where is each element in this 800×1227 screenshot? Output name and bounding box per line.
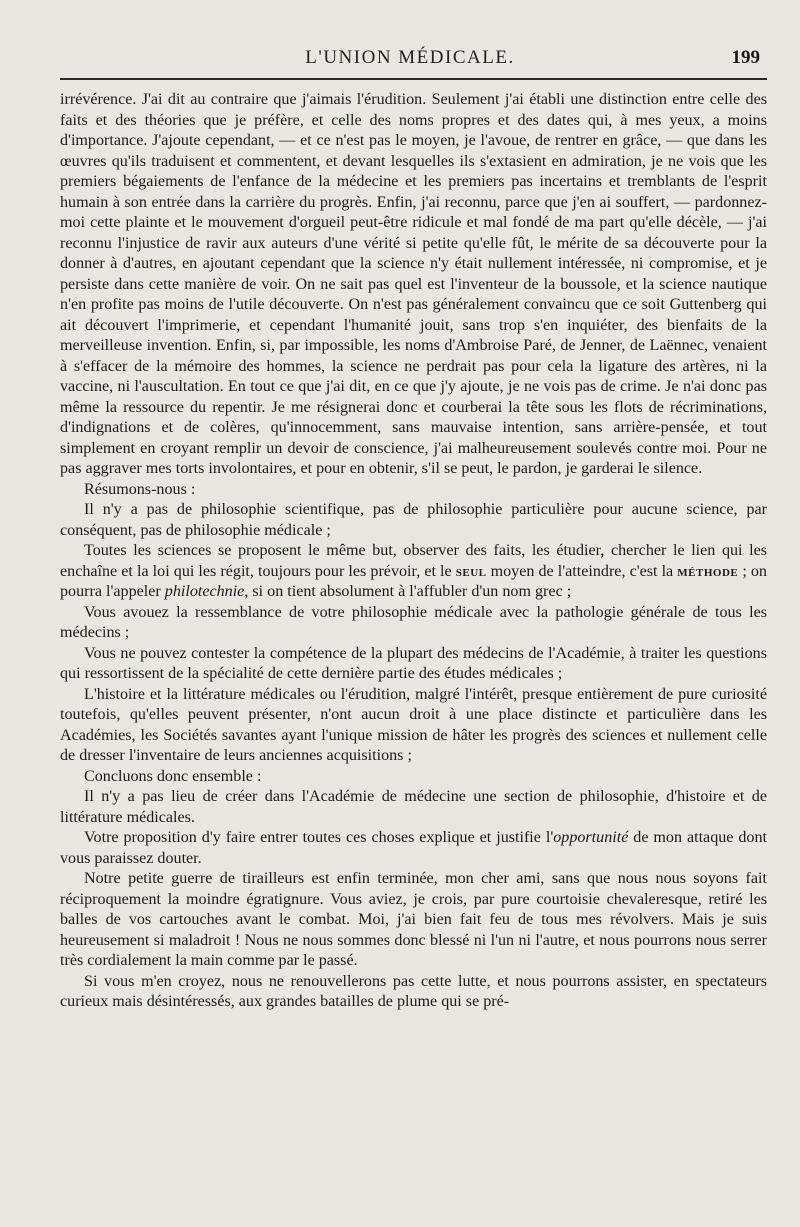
paragraph <box>60 603 767 644</box>
paragraph <box>60 480 767 501</box>
paragraph <box>60 787 767 828</box>
paragraph <box>60 972 767 1013</box>
text-run: L'histoire et la littérature médicales ou l'érudition, malgré l'intérêt, presque entièrement de pure curiosité toutefois, qu'elles peuvent présenter, n'ont aucun droit à une place distincte et particulière dans les Académies, les Sociétés savantes ayant l'unique mission de hâter les progrès des sciences et nullement celle de dresser l'inventaire de leurs anciennes acquisitions ; <box>60 685 767 764</box>
page-number: 199 <box>731 47 760 68</box>
text-run: Toutes les sciences se proposent le même but, observer des faits, les étudier, chercher le lien qui les enchaîne et la loi qui les régit, toujours pour les prévoir, et le <box>60 542 767 580</box>
text-run: Il n'y a pas lieu de créer dans l'Académie de médecine une section de philosophie, d'histoire et de littérature médicales. <box>60 788 767 826</box>
paragraph <box>60 869 767 972</box>
paragraph <box>60 828 767 869</box>
text-run: Si vous m'en croyez, nous ne renouvellerons pas cette lutte, et nous pourrons assister, en spectateurs curieux mais désintéressés, aux grandes batailles de plume qui se pré- <box>60 972 767 1010</box>
text-run: Il n'y a pas de philosophie scientifique, pas de philosophie particulière pour aucune science, par conséquent, pas de philosophie médicale ; <box>60 501 767 539</box>
text-run: , si on tient absolument à l'affubler d'un nom grec ; <box>244 583 572 600</box>
running-header <box>60 44 760 78</box>
italic-text: philotechnie <box>164 583 245 600</box>
text-run: moyen de l'atteindre, c'est la <box>486 562 678 580</box>
italic-text: opportunité <box>553 829 629 846</box>
paragraph <box>60 685 767 767</box>
small-caps-text: méthode <box>677 562 739 580</box>
text-run: ; on pourra l'appeler <box>60 562 767 600</box>
paragraph <box>60 90 767 480</box>
text-run: de mon attaque dont vous paraissez douter. <box>60 829 767 867</box>
text-run: Concluons donc ensemble : <box>84 767 262 785</box>
paragraph <box>60 541 767 603</box>
small-caps-text: seul <box>455 562 487 580</box>
text-run: Vous avouez la ressemblance de votre philosophie médicale avec la pathologie générale de tous les médecins ; <box>60 603 767 641</box>
paragraph <box>60 500 767 541</box>
journal-title: L'UNION MÉDICALE. <box>305 47 515 68</box>
paragraph <box>60 644 767 685</box>
header-rule <box>60 78 767 80</box>
text-run: irrévérence. J'ai dit au contraire que j'aimais l'érudition. Seulement j'ai établi une distinction entre celle des faits et des théories que je préfère, et celle des noms propres et des dates qui, à mes yeux, a moins d'importance. J'ajoute cependant, — et ce n'est pas le moyen, je l'avoue, de rentrer en grâce, — que dans les œuvres qu'ils traduisent et commentent, et devant lesquelles ils s'extasient en admiration, je ne vois que les premiers bégaiements de l'enfance de la médecine et les premiers pas incertains et tremblants de l'esprit humain à son entrée dans la carrière du progrès. Enfin, j'ai reconnu, parce que j'en ai souffert, — pardonnez-moi cette plainte et le mouvement d'orgueil peut-être ridicule et mal fondé de ma part qu'elle décèle, — j'ai reconnu l'injustice de ravir aux auteurs d'une vérité si petite qu'elle fût, le mérite de sa découverte pour la donner à d'autres, en ajoutant cependant que la science n'y était nullement intéressée, ni compromise, et je persiste dans cette manière de voir. On ne sait pas quel est l'inventeur de la boussole, et la science nautique n'en profite pas moins de l'utile découverte. On n'est pas généralement convaincu que ce soit Guttenberg qui ait découvert l'imprimerie, et cependant l'humanité jouit, sans trop s'en inquiéter, des bienfaits de la merveilleuse invention. Enfin, si, par impossible, les noms d'Ambroise Paré, de Jenner, de Laënnec, venaient à s'effacer de la mémoire des hommes, la science ne perdrait pas pour cela la ligature des artères, ni la vaccine, ni l'auscultation. En tout ce que j'ai dit, en ce que j'y ajoute, je ne vois pas de crime. Je n'ai donc pas même la ressource du repentir. Je me résignerai donc et courberai la tête sous les flots de récriminations, d'indignations et de colères, qu'innocemment, sans mauvaise intention, sans arrière-pensée, et tout simplement en croyant remplir un devoir de conscience, j'ai malheureusement soulevés contre moi. Pour ne pas aggraver mes torts involontaires, et pour en obtenir, s'il se peut, le pardon, je garderai le silence. <box>60 91 767 477</box>
text-run: Résumons-nous : <box>84 480 196 498</box>
text-run: Notre petite guerre de tirailleurs est enfin terminée, mon cher ami, sans que nous nous soyons fait réciproquement la moindre égratignure. Vous aviez, je crois, par pure courtoisie chevaleresque, retiré les balles de vos cartouches avant le combat. Moi, j'ai bien fait feu de tous mes révolvers. Mais je suis heureusement si maladroit ! Nous ne nous sommes donc blessé ni l'un ni l'autre, et nous pourrons nous serrer très cordialement la main comme par le passé. <box>60 870 767 969</box>
paragraph <box>60 767 767 788</box>
article-body <box>60 90 767 1013</box>
text-run: Votre proposition d'y faire entrer toutes ces choses explique et justifie l' <box>84 829 554 846</box>
text-run: Vous ne pouvez contester la compétence de la plupart des médecins de l'Académie, à traiter les questions qui ressortissent de la spécialité de cette dernière partie des études médicales ; <box>60 644 767 682</box>
